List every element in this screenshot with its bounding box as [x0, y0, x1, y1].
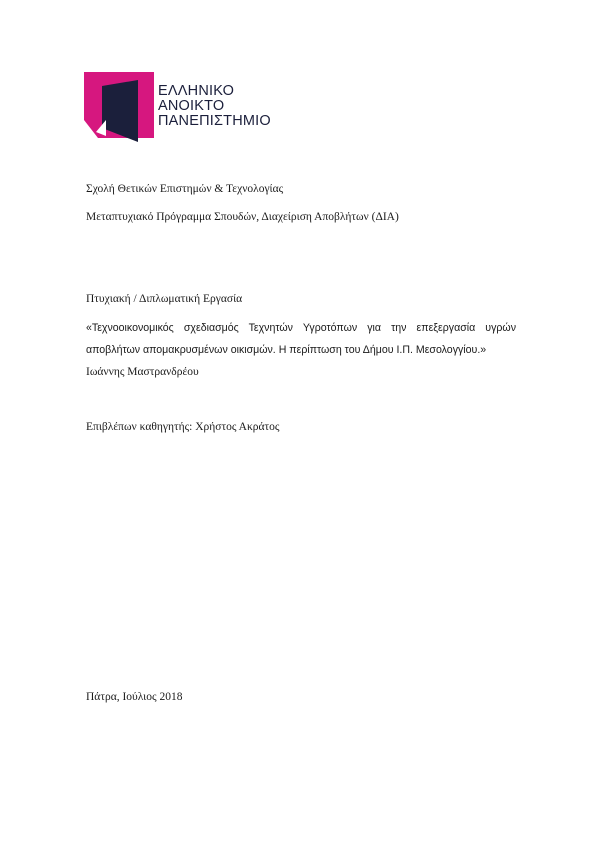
logo-text	[158, 84, 271, 129]
logo-line-3: ΠΑΝΕΠΙΣΤΗΜΙΟ	[158, 113, 271, 129]
place-date: Πάτρα, Ιούλιος 2018	[86, 691, 183, 703]
thesis-title-line-2: αποβλήτων απομακρυσμένων οικισμών. Η περίπτωση του Δήμου Ι.Π. Μεσολογγίου.»	[86, 344, 487, 356]
logo-line-1: ΕΛΛΗΝΙΚΟ	[158, 83, 235, 99]
thesis-type: Πτυχιακή / Διπλωματική Εργασία	[86, 293, 243, 305]
logo-emblem-icon	[84, 70, 154, 142]
supervisor: Επιβλέπων καθηγητής: Χρήστος Ακράτος	[86, 421, 280, 433]
logo-line-2: ΑΝΟΙΚΤΟ	[158, 98, 225, 114]
thesis-title-line-1: «Τεχνοοικονομικός σχεδιασμός Τεχνητών Υγροτόπων για την επεξεργασία υγρών	[86, 322, 516, 334]
author-name: Ιωάννης Μαστρανδρέου	[86, 366, 199, 378]
program-name: Μεταπτυχιακό Πρόγραμμα Σπουδών, Διαχείριση Αποβλήτων (ΔΙΑ)	[86, 211, 399, 223]
school-name: Σχολή Θετικών Επιστημών & Τεχνολογίας	[86, 183, 284, 195]
university-logo	[84, 70, 284, 142]
